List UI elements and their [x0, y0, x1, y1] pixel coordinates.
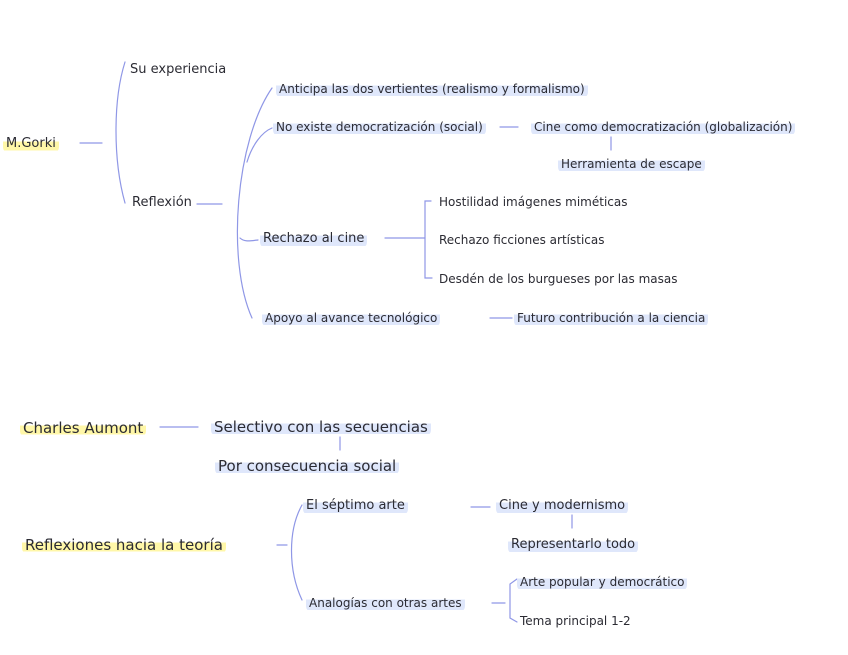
node-reflexion: Reflexión — [132, 195, 192, 210]
bracket-analogias — [510, 579, 517, 622]
node-futuro: Futuro contribución a la ciencia — [514, 309, 708, 327]
connector-rechazo-curve — [240, 238, 258, 241]
brace-teoria — [292, 505, 303, 600]
node-rechazo-cine: Rechazo al cine — [260, 230, 367, 248]
brace-gorki — [116, 62, 125, 203]
node-selectivo: Selectivo con las secuencias — [211, 418, 431, 436]
node-tema-principal: Tema principal 1-2 — [520, 614, 631, 628]
node-rechazo-ficciones: Rechazo ficciones artísticas — [439, 233, 605, 247]
node-consecuencia: Por consecuencia social — [215, 457, 399, 475]
bracket-rechazo — [425, 201, 432, 278]
node-reflexiones-teoria: Reflexiones hacia la teoría — [22, 536, 226, 554]
node-cine-modernismo: Cine y modernismo — [496, 497, 628, 515]
node-herramienta: Herramienta de escape — [558, 155, 705, 173]
node-arte-popular: Arte popular y democrático — [517, 573, 687, 591]
node-septimo-arte: El séptimo arte — [303, 497, 408, 515]
brace-reflexion — [237, 88, 272, 318]
connector-no-existe-curve — [247, 128, 272, 162]
node-cine-democratizacion: Cine como democratización (globalización) — [531, 118, 795, 136]
node-no-existe: No existe democratización (social) — [273, 118, 486, 136]
node-apoyo: Apoyo al avance tecnológico — [262, 309, 440, 327]
node-anticipa: Anticipa las dos vertientes (realismo y formalismo) — [276, 80, 588, 98]
node-hostilidad: Hostilidad imágenes miméticas — [439, 195, 628, 209]
node-m-gorki: M.Gorki — [3, 135, 59, 153]
node-desden: Desdén de los burgueses por las masas — [439, 272, 678, 286]
node-charles-aumont: Charles Aumont — [20, 419, 146, 437]
node-representarlo: Representarlo todo — [508, 536, 638, 554]
node-su-experiencia: Su experiencia — [130, 62, 227, 77]
node-analogias: Analogías con otras artes — [306, 594, 465, 612]
